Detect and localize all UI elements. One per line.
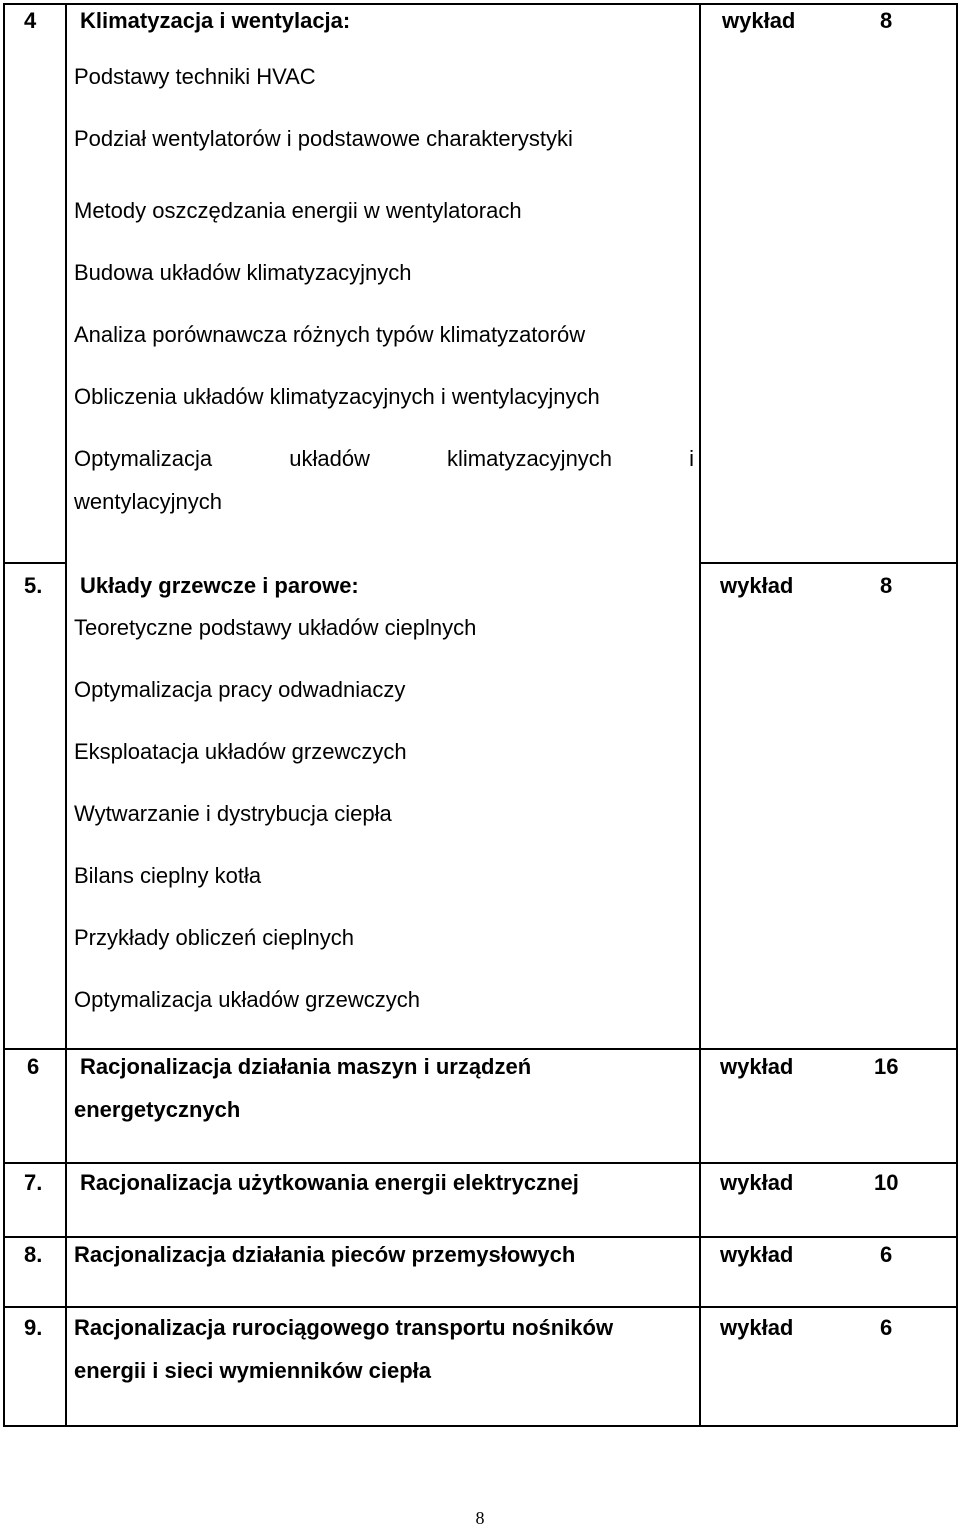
row-5-title: Układy grzewcze i parowe:	[80, 573, 359, 598]
row-9-title-line1: Racjonalizacja rurociągowego transportu nośników	[74, 1315, 614, 1340]
row-4-topic: Podstawy techniki HVAC	[74, 64, 316, 89]
row-5-topic: Eksploatacja układów grzewczych	[74, 739, 407, 764]
row-6-hours: 16	[874, 1054, 899, 1079]
row-4-title: Klimatyzacja i wentylacja:	[80, 8, 351, 33]
row-6-title-line1: Racjonalizacja działania maszyn i urządzeń	[80, 1054, 532, 1079]
justified-word: i	[689, 446, 694, 471]
row-8-hours: 6	[880, 1242, 893, 1267]
row-9-title-line2: energii i sieci wymienników ciepła	[74, 1358, 432, 1383]
row-5-topic: Wytwarzanie i dystrybucja ciepła	[74, 801, 392, 826]
row-7-title: Racjonalizacja użytkowania energii elektrycznej	[80, 1170, 579, 1195]
row-4-hours: 8	[880, 8, 893, 33]
row-4-type: wykład	[722, 8, 796, 33]
row-7-number: 7.	[24, 1170, 43, 1195]
row-4-topic: Metody oszczędzania energii w wentylatorach	[74, 198, 522, 223]
row-5-topic: Teoretyczne podstawy układów cieplnych	[74, 615, 477, 640]
row-4-topic: Obliczenia układów klimatyzacyjnych i wentylacyjnych	[74, 384, 600, 409]
justified-word: klimatyzacyjnych	[447, 446, 613, 471]
row-9-hours: 6	[880, 1315, 893, 1340]
row-5-hours: 8	[880, 573, 893, 598]
row-5-topic: Bilans cieplny kotła	[74, 863, 262, 888]
row-5-topic: Optymalizacja pracy odwadniaczy	[74, 677, 406, 702]
row-8-type: wykład	[720, 1242, 794, 1267]
row-5-topic: Optymalizacja układów grzewczych	[74, 987, 421, 1012]
row-7-hours: 10	[874, 1170, 899, 1195]
row-4-topic-justified	[74, 448, 694, 470]
row-5-topic: Przykłady obliczeń cieplnych	[74, 925, 355, 950]
row-7-type: wykład	[720, 1170, 794, 1195]
row-9-type: wykład	[720, 1315, 794, 1340]
row-6-title-line2: energetycznych	[74, 1097, 241, 1122]
row-9-number: 9.	[24, 1315, 43, 1340]
row-8-number: 8.	[24, 1242, 43, 1267]
justified-word: Optymalizacja	[74, 446, 213, 471]
row-4-topic-continuation: wentylacyjnych	[74, 489, 222, 514]
row-4-topic: Podział wentylatorów i podstawowe charakterystyki	[74, 126, 573, 151]
row-6-type: wykład	[720, 1054, 794, 1079]
row-5-number: 5.	[24, 573, 43, 598]
page-number: 8	[475, 1508, 485, 1528]
row-8-title: Racjonalizacja działania pieców przemysłowych	[74, 1242, 576, 1267]
justified-word: układów	[289, 446, 370, 471]
row-5-type: wykład	[720, 573, 794, 598]
row-4-topic: Analiza porównawcza różnych typów klimatyzatorów	[74, 322, 586, 347]
row-4-number: 4	[24, 8, 37, 33]
row-6-number: 6	[27, 1054, 40, 1079]
row-4-topic: Budowa układów klimatyzacyjnych	[74, 260, 412, 285]
